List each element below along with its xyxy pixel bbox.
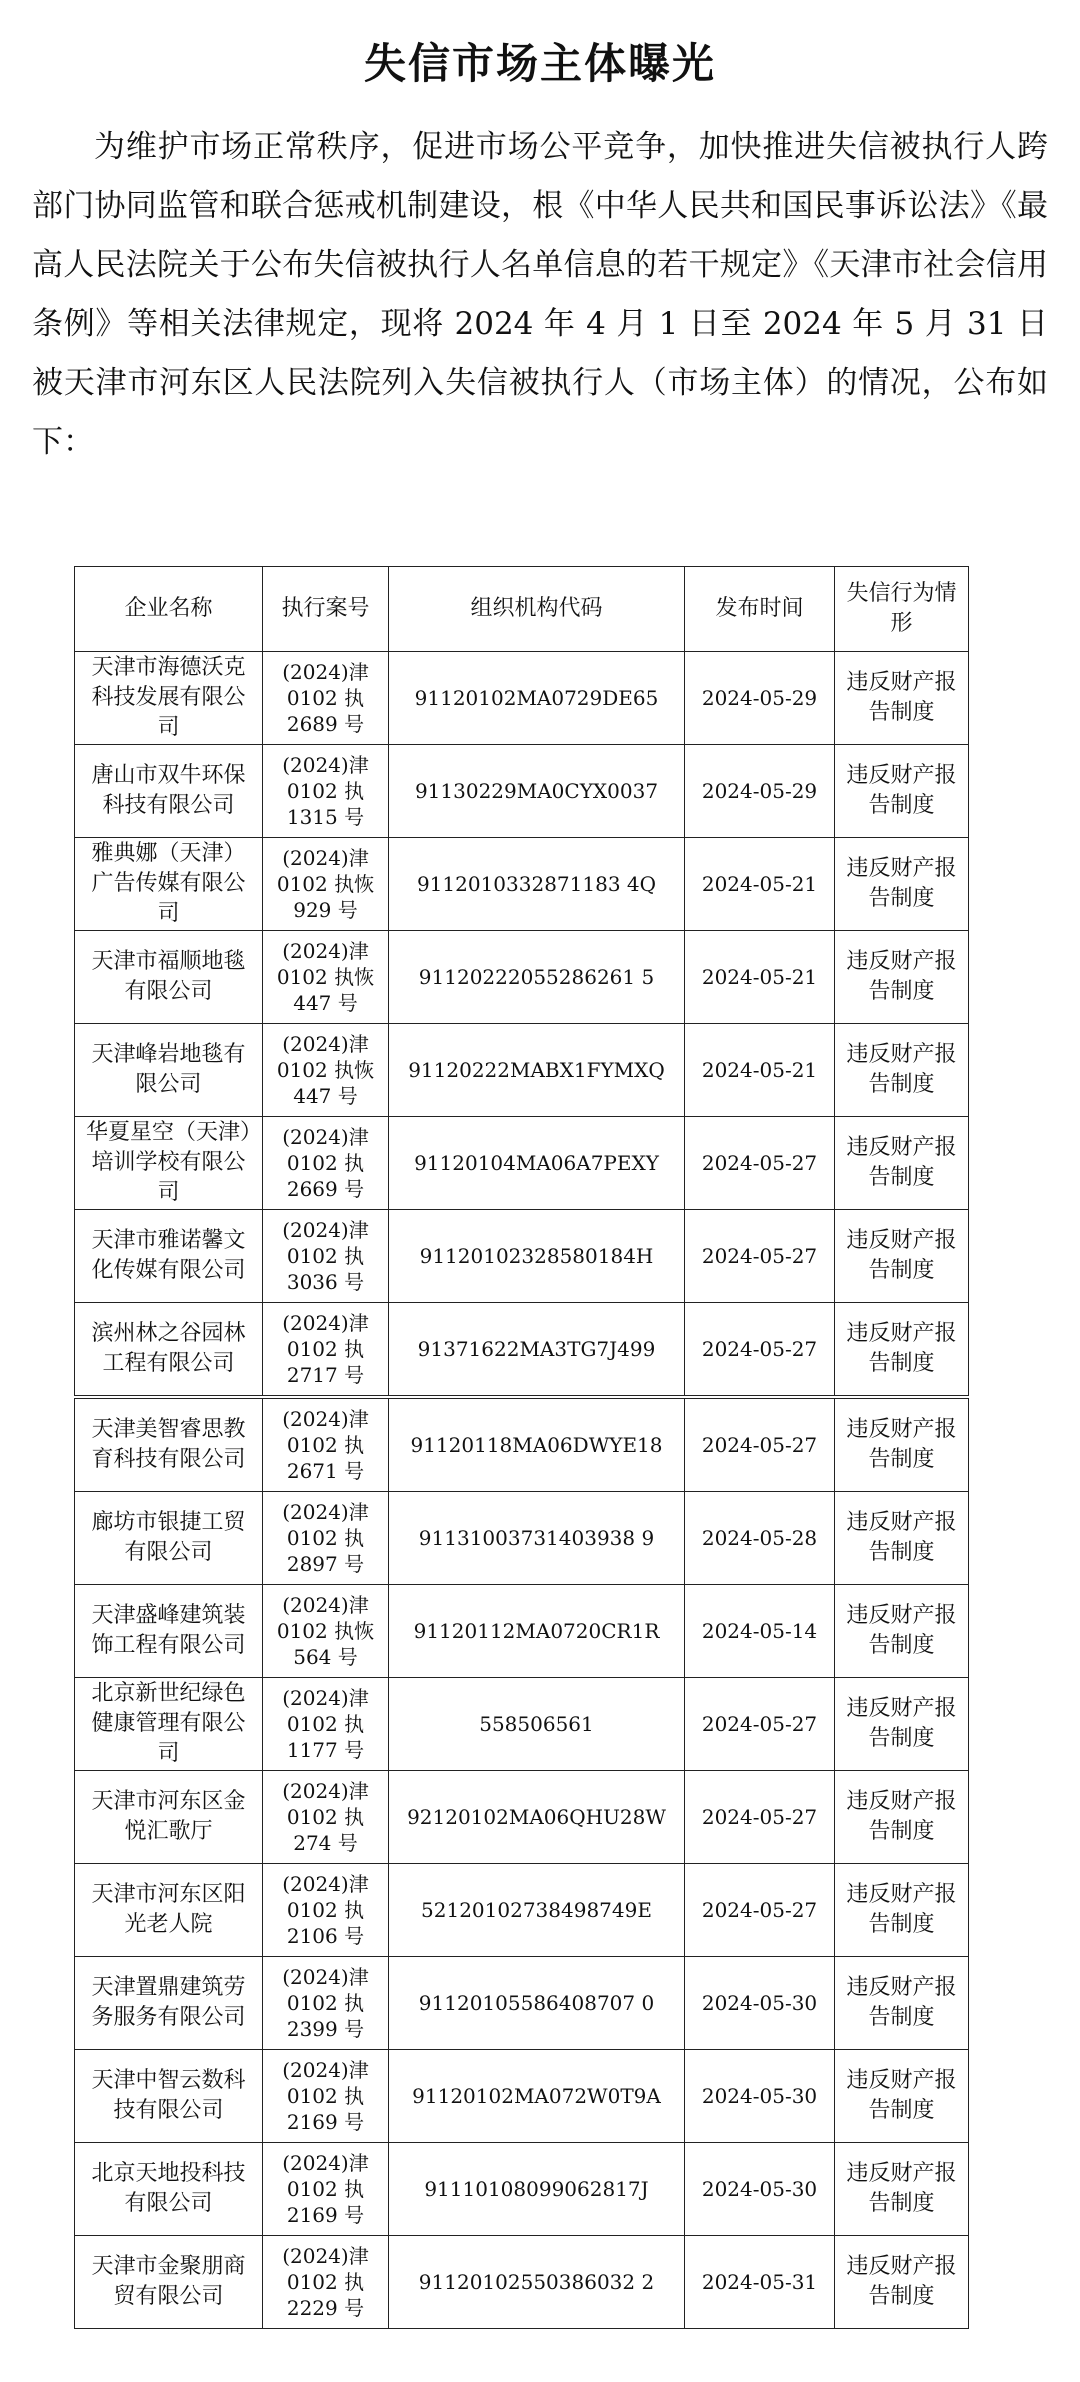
organization-code-cell: 91120222055286261 5 <box>389 931 685 1024</box>
violation-type-cell: 违反财产报告制度 <box>835 1864 969 1957</box>
table-row <box>75 1117 969 1210</box>
case-number-cell: (2024)津 0102 执 2671 号 <box>263 1397 389 1492</box>
publish-date-cell: 2024-05-21 <box>685 931 835 1024</box>
organization-code-cell: 91120102MA072W0T9A <box>389 2050 685 2143</box>
organization-code-cell: 91120118MA06DWYE18 <box>389 1397 685 1492</box>
publish-date-cell: 2024-05-27 <box>685 1210 835 1303</box>
publish-date-cell: 2024-05-30 <box>685 2050 835 2143</box>
table-row <box>75 1864 969 1957</box>
dishonest-entities-table <box>74 566 969 2329</box>
publish-date-cell: 2024-05-30 <box>685 1957 835 2050</box>
company-name-cell: 滨州林之谷园林工程有限公司 <box>75 1303 263 1398</box>
organization-code-cell: 91110108099062817J <box>389 2143 685 2236</box>
case-number-cell: (2024)津 0102 执 2717 号 <box>263 1303 389 1398</box>
company-name-cell: 天津市河东区阳光老人院 <box>75 1864 263 1957</box>
organization-code-cell: 52120102738498749E <box>389 1864 685 1957</box>
publish-date-cell: 2024-05-29 <box>685 652 835 745</box>
table-row <box>75 1957 969 2050</box>
organization-code-cell: 91120102328580184H <box>389 1210 685 1303</box>
publish-date-cell: 2024-05-27 <box>685 1771 835 1864</box>
header-row <box>75 567 969 652</box>
company-name-cell: 天津置鼎建筑劳务服务有限公司 <box>75 1957 263 2050</box>
organization-code-cell: 558506561 <box>389 1678 685 1771</box>
violation-type-cell: 违反财产报告制度 <box>835 838 969 931</box>
header-publish-date: 发布时间 <box>685 567 835 652</box>
company-name-cell: 天津市金聚朋商贸有限公司 <box>75 2236 263 2329</box>
company-name-cell: 华夏星空（天津）培训学校有限公司 <box>75 1117 263 1210</box>
company-name-cell: 天津盛峰建筑装饰工程有限公司 <box>75 1585 263 1678</box>
header-violation-type: 失信行为情形 <box>835 567 969 652</box>
publish-date-cell: 2024-05-27 <box>685 1303 835 1398</box>
case-number-cell: (2024)津 0102 执 274 号 <box>263 1771 389 1864</box>
page-title: 失信市场主体曝光 <box>363 39 716 89</box>
violation-type-cell: 违反财产报告制度 <box>835 1957 969 2050</box>
company-name-cell: 天津市雅诺馨文化传媒有限公司 <box>75 1210 263 1303</box>
company-name-cell: 北京天地投科技有限公司 <box>75 2143 263 2236</box>
company-name-cell: 天津市海德沃克科技发展有限公司 <box>75 652 263 745</box>
table-row <box>75 838 969 931</box>
publish-date-cell: 2024-05-31 <box>685 2236 835 2329</box>
table-header <box>75 567 969 652</box>
company-name-cell: 廊坊市银捷工贸有限公司 <box>75 1492 263 1585</box>
violation-type-cell: 违反财产报告制度 <box>835 1303 969 1398</box>
organization-code-cell: 91120102MA0729DE65 <box>389 652 685 745</box>
company-name-cell: 天津市河东区金悦汇歌厅 <box>75 1771 263 1864</box>
table-row <box>75 1771 969 1864</box>
table-row <box>75 1678 969 1771</box>
organization-code-cell: 91120105586408707 0 <box>389 1957 685 2050</box>
table-row <box>75 1397 969 1492</box>
table-body <box>75 652 969 2329</box>
header-company: 企业名称 <box>75 567 263 652</box>
organization-code-cell: 9112010332871183 4Q <box>389 838 685 931</box>
publish-date-cell: 2024-05-27 <box>685 1864 835 1957</box>
organization-code-cell: 91371622MA3TG7J499 <box>389 1303 685 1398</box>
company-name-cell: 雅典娜（天津）广告传媒有限公司 <box>75 838 263 931</box>
violation-type-cell: 违反财产报告制度 <box>835 1771 969 1864</box>
case-number-cell: (2024)津 0102 执恢 929 号 <box>263 838 389 931</box>
organization-code-cell: 91120112MA0720CR1R <box>389 1585 685 1678</box>
case-number-cell: (2024)津 0102 执 2897 号 <box>263 1492 389 1585</box>
publish-date-cell: 2024-05-27 <box>685 1397 835 1492</box>
publish-date-cell: 2024-05-30 <box>685 2143 835 2236</box>
organization-code-cell: 91120104MA06A7PEXY <box>389 1117 685 1210</box>
violation-type-cell: 违反财产报告制度 <box>835 1585 969 1678</box>
table-row <box>75 1585 969 1678</box>
case-number-cell: (2024)津 0102 执 2169 号 <box>263 2143 389 2236</box>
violation-type-cell: 违反财产报告制度 <box>835 1024 969 1117</box>
organization-code-cell: 91130229MA0CYX0037 <box>389 745 685 838</box>
case-number-cell: (2024)津 0102 执 2106 号 <box>263 1864 389 1957</box>
case-number-cell: (2024)津 0102 执 2669 号 <box>263 1117 389 1210</box>
company-name-cell: 天津峰岩地毯有限公司 <box>75 1024 263 1117</box>
table-row <box>75 1303 969 1398</box>
violation-type-cell: 违反财产报告制度 <box>835 1492 969 1585</box>
dishonest-entities-table-wrapper <box>74 566 968 2329</box>
violation-type-cell: 违反财产报告制度 <box>835 931 969 1024</box>
organization-code-cell: 92120102MA06QHU28W <box>389 1771 685 1864</box>
publish-date-cell: 2024-05-14 <box>685 1585 835 1678</box>
case-number-cell: (2024)津 0102 执恢 564 号 <box>263 1585 389 1678</box>
table-row <box>75 2050 969 2143</box>
header-organization-code: 组织机构代码 <box>389 567 685 652</box>
case-number-cell: (2024)津 0102 执 2399 号 <box>263 1957 389 2050</box>
intro-paragraph: 为维护市场正常秩序，促进市场公平竞争，加快推进失信被执行人跨部门协同监管和联合惩戒机制建设，根《中华人民共和国民事诉讼法》《最高人民法院关于公布失信被执行人名单信息的若干规定》《天津市社会信用条例》等相关法律规定，现将 2024 年 4 月 1 日至 2024 年 5 月 31 日被天津市河东区人民法院列入失信被执行人（市场主体）的情况，公布如下： <box>32 129 1048 460</box>
table-row <box>75 1024 969 1117</box>
publish-date-cell: 2024-05-21 <box>685 838 835 931</box>
publish-date-cell: 2024-05-28 <box>685 1492 835 1585</box>
violation-type-cell: 违反财产报告制度 <box>835 745 969 838</box>
publish-date-cell: 2024-05-27 <box>685 1678 835 1771</box>
case-number-cell: (2024)津 0102 执 3036 号 <box>263 1210 389 1303</box>
publish-date-cell: 2024-05-27 <box>685 1117 835 1210</box>
organization-code-cell: 91120102550386032 2 <box>389 2236 685 2329</box>
table-row <box>75 2236 969 2329</box>
violation-type-cell: 违反财产报告制度 <box>835 1210 969 1303</box>
table-row <box>75 1210 969 1303</box>
case-number-cell: (2024)津 0102 执 2229 号 <box>263 2236 389 2329</box>
company-name-cell: 北京新世纪绿色健康管理有限公司 <box>75 1678 263 1771</box>
violation-type-cell: 违反财产报告制度 <box>835 2050 969 2143</box>
table-row <box>75 1492 969 1585</box>
violation-type-cell: 违反财产报告制度 <box>835 652 969 745</box>
case-number-cell: (2024)津 0102 执恢 447 号 <box>263 1024 389 1117</box>
publish-date-cell: 2024-05-21 <box>685 1024 835 1117</box>
table-row <box>75 931 969 1024</box>
case-number-cell: (2024)津 0102 执 1177 号 <box>263 1678 389 1771</box>
table-row <box>75 745 969 838</box>
violation-type-cell: 违反财产报告制度 <box>835 1117 969 1210</box>
violation-type-cell: 违反财产报告制度 <box>835 2143 969 2236</box>
publish-date-cell: 2024-05-29 <box>685 745 835 838</box>
organization-code-cell: 91120222MABX1FYMXQ <box>389 1024 685 1117</box>
header-case-number: 执行案号 <box>263 567 389 652</box>
case-number-cell: (2024)津 0102 执恢 447 号 <box>263 931 389 1024</box>
company-name-cell: 天津美智睿思教育科技有限公司 <box>75 1397 263 1492</box>
case-number-cell: (2024)津 0102 执 2169 号 <box>263 2050 389 2143</box>
violation-type-cell: 违反财产报告制度 <box>835 2236 969 2329</box>
violation-type-cell: 违反财产报告制度 <box>835 1678 969 1771</box>
company-name-cell: 天津中智云数科技有限公司 <box>75 2050 263 2143</box>
case-number-cell: (2024)津 0102 执 1315 号 <box>263 745 389 838</box>
company-name-cell: 唐山市双牛环保科技有限公司 <box>75 745 263 838</box>
table-row <box>75 2143 969 2236</box>
table-row <box>75 652 969 745</box>
case-number-cell: (2024)津 0102 执 2689 号 <box>263 652 389 745</box>
violation-type-cell: 违反财产报告制度 <box>835 1397 969 1492</box>
organization-code-cell: 91131003731403938 9 <box>389 1492 685 1585</box>
company-name-cell: 天津市福顺地毯有限公司 <box>75 931 263 1024</box>
